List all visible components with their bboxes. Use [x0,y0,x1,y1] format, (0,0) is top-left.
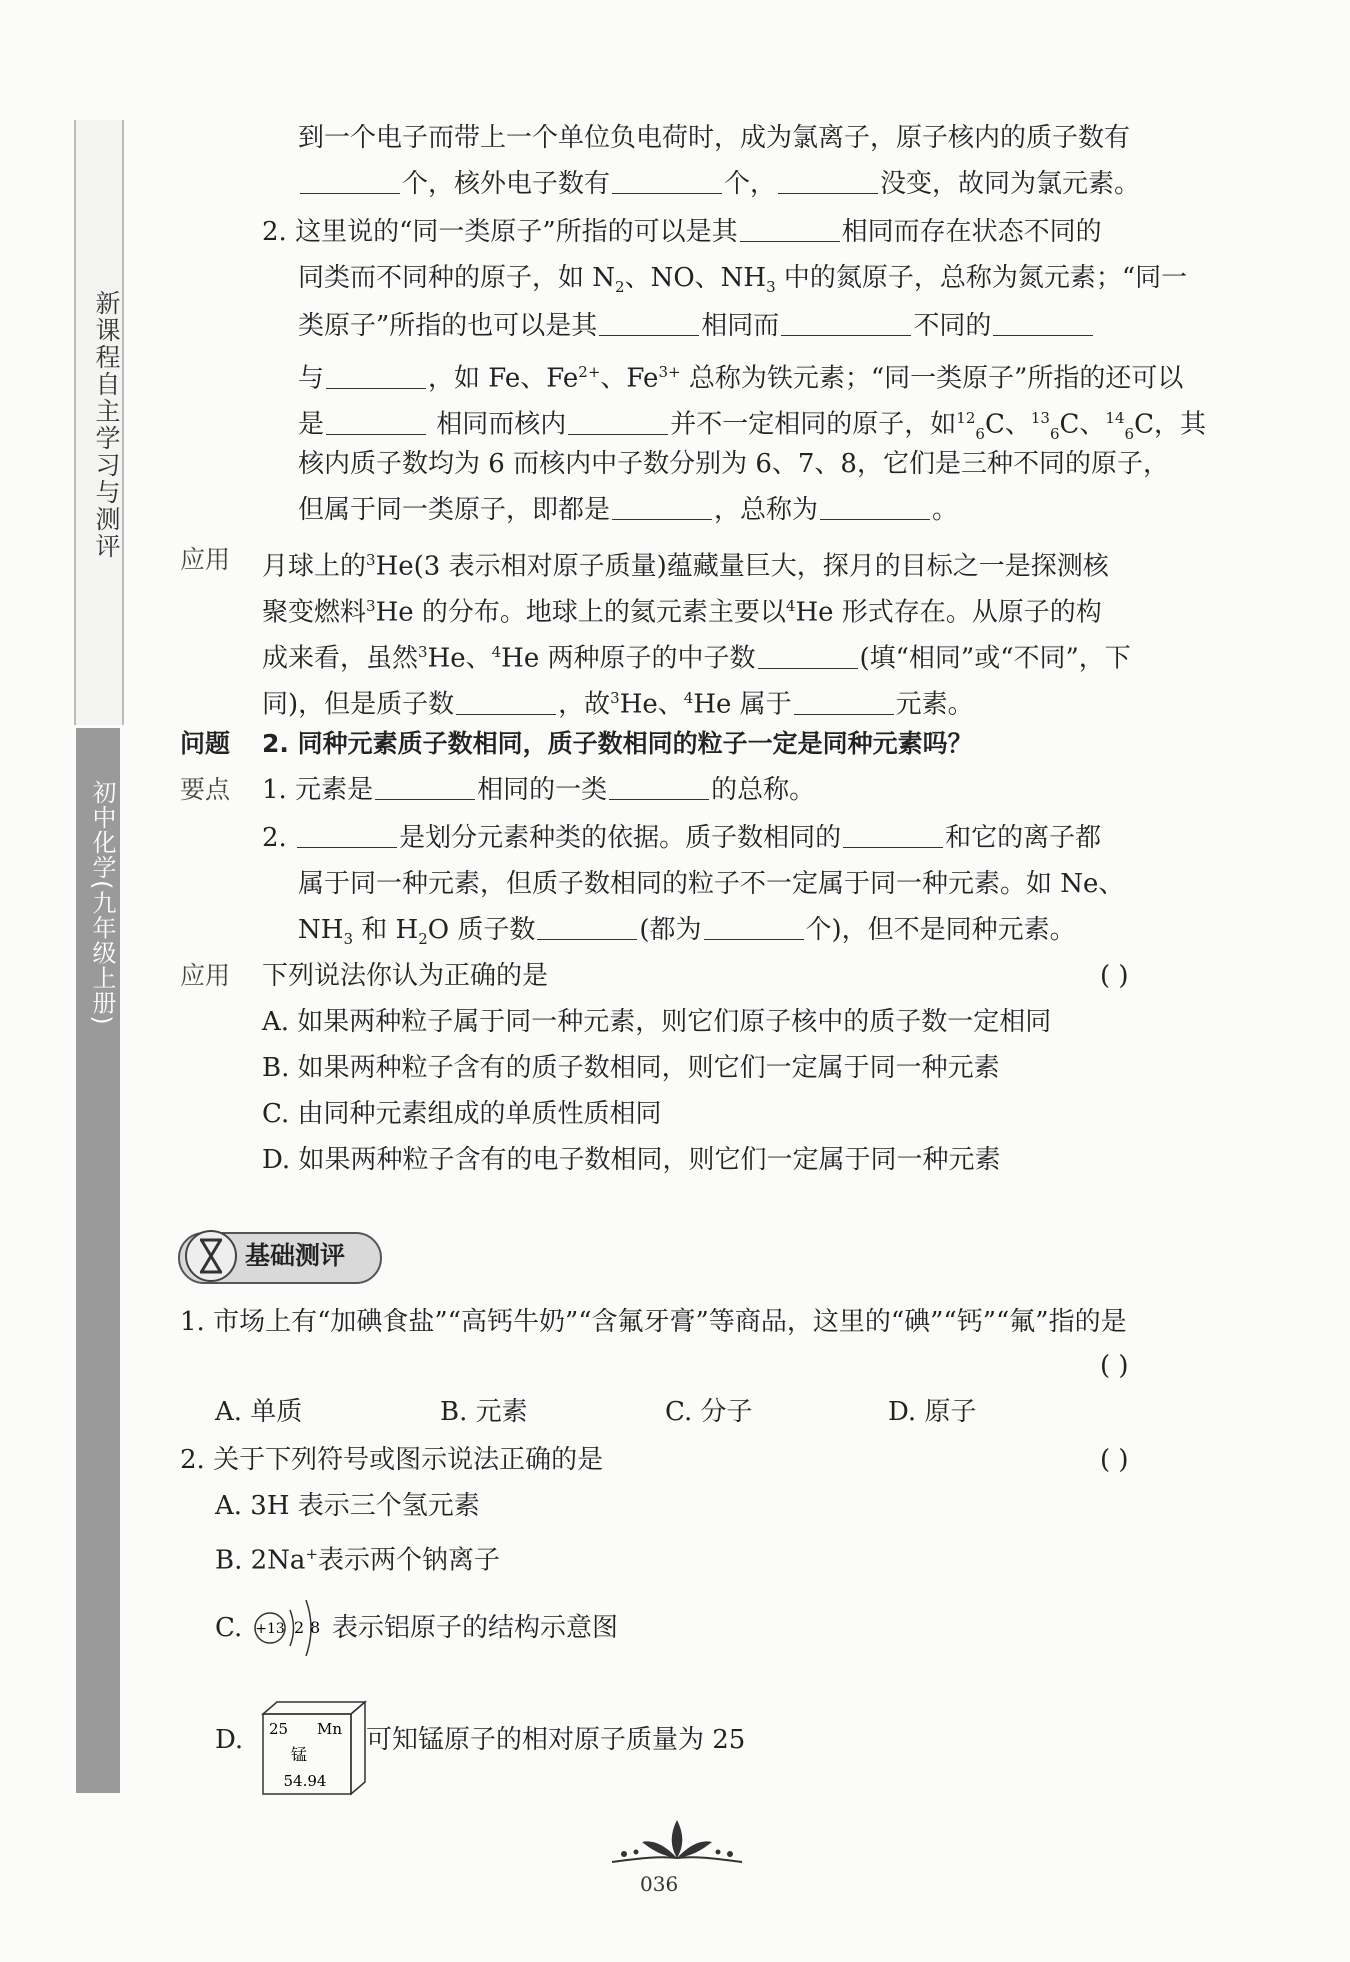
series-title: 新课程自主学习与测评 [92,290,121,560]
answer-blank[interactable] [599,309,699,336]
answer-blank[interactable] [820,493,930,520]
text-line: 到一个电子而带上一个单位负电荷时，成为氯离子，原子核内的质子数有 [298,123,1131,153]
nucleus-charge: +13 [255,1621,285,1637]
option-d-text[interactable]: 可知锰原子的相对原子质量为 25 [366,1725,746,1755]
label-application: 应用 [180,961,231,990]
answer-blank[interactable] [375,773,475,800]
answer-blank[interactable] [326,362,426,389]
element-name: 锰 [290,1745,308,1764]
text-line: $NH_3$ 和 $H_2O$ 质子数 (都为 个)，但不是同种元素。 [298,915,1076,949]
option-b[interactable]: B. 2Na+表示两个钠离子 [215,1545,501,1576]
text-line: 聚变燃料$^3$He 的分布。地球上的氦元素主要以$^4$He 形式存在。从原子的构 [262,597,1102,628]
answer-parentheses[interactable]: ( ) [1100,961,1129,991]
option-c-label[interactable]: C. [215,1613,243,1643]
answer-blank[interactable] [456,688,556,715]
answer-blank[interactable] [843,821,943,848]
hourglass-icon [183,1228,241,1284]
option-a[interactable]: A. 3H 表示三个氢元素 [215,1491,480,1521]
atomic-number: 25 [269,1720,289,1738]
text-line: 是 相同而核内 并不一定相同的原子，如$^{12}_6$C、$^{13}_6$C、$^{14}_6$C，其 [298,409,1206,443]
floral-ornament-icon [602,1812,752,1868]
text-line: 月球上的$^3$He(3 表示相对原子质量)蕴藏量巨大，探月的目标之一是探测核 [262,551,1109,582]
answer-blank[interactable] [794,688,894,715]
section-title: 基础测评 [245,1241,346,1270]
answer-blank[interactable] [612,493,712,520]
test-question-2: 2. 关于下列符号或图示说法正确的是 [180,1445,604,1475]
test-question-1: 1. 市场上有“加碘食盐”“高钙牛奶”“含氟牙膏”等商品，这里的“碘”“钙”“氟”指的是 [180,1307,1127,1337]
shell-electrons-2: 8 [310,1618,321,1637]
option-c-text[interactable]: 表示铝原子的结构示意图 [332,1613,619,1643]
option-d[interactable]: D. 原子 [888,1397,977,1427]
answer-blank[interactable] [326,408,426,435]
option-b[interactable]: B. 元素 [440,1397,528,1427]
atom-structure-diagram [250,1590,340,1666]
label-application: 应用 [180,545,231,574]
text-line: 1. 元素是 相同的一类 的总称。 [262,775,816,805]
text-line: 核内质子数均为 6 而核内中子数分别为 6、7、8，它们是三种不同的原子， [298,449,1169,479]
answer-blank[interactable] [704,913,804,940]
option-a[interactable]: A. 如果两种粒子属于同一种元素，则它们原子核中的质子数一定相同 [262,1007,1052,1037]
answer-blank[interactable] [297,821,397,848]
periodic-element-card [255,1700,367,1796]
text-line: 同类而不同种的原子，如 $N_2$、NO、$NH_3$ 中的氮原子，总称为氮元素；“同一 [298,263,1188,297]
answer-blank[interactable] [609,773,709,800]
text-line: 2. 这里说的“同一类原子”所指的可以是其 相同而存在状态不同的 [262,217,1102,247]
element-symbol: Mn [317,1720,343,1738]
answer-blank[interactable] [740,215,840,242]
option-b[interactable]: B. 如果两种粒子含有的质子数相同，则它们一定属于同一种元素 [262,1053,1000,1083]
option-c[interactable]: C. 由同种元素组成的单质性质相同 [262,1099,662,1129]
text-line: 但属于同一类原子，即都是 ，总称为 。 [298,495,959,525]
option-c[interactable]: C. 分子 [665,1397,753,1427]
option-d-label[interactable]: D. [215,1725,244,1755]
answer-blank[interactable] [758,642,858,669]
answer-parentheses[interactable]: ( ) [1100,1445,1129,1475]
answer-blank[interactable] [300,167,400,194]
text-line: 成来看，虽然$^3$He、$^4$He 两种原子的中子数 (填“相同”或“不同”，下 [262,643,1131,674]
page-number: 036 [640,1872,679,1896]
answer-blank[interactable] [778,167,878,194]
label-question: 问题 [180,729,231,758]
book-title: 初中化学(九年级上册) [88,780,116,1026]
answer-blank[interactable] [781,309,911,336]
text-line: 属于同一种元素，但质子数相同的粒子不一定属于同一种元素。如 Ne、 [298,869,1125,899]
question-heading: 2. 同种元素质子数相同，质子数相同的粒子一定是同种元素吗？ [262,729,973,758]
option-d[interactable]: D. 如果两种粒子含有的电子数相同，则它们一定属于同一种元素 [262,1145,1001,1175]
answer-blank[interactable] [993,309,1093,336]
answer-blank[interactable] [568,408,668,435]
shell-electrons-1: 2 [294,1618,305,1637]
text-line: 2. 是划分元素种类的依据。质子数相同的 和它的离子都 [262,823,1102,853]
text-line: 与 ，如 Fe、$Fe^{2+}$、$Fe^{3+}$ 总称为铁元素；“同一类原子”所指的还可以 [298,363,1184,394]
option-a[interactable]: A. 单质 [215,1397,303,1427]
text-line: 个，核外电子数有 个， 没变，故同为氯元素。 [298,164,1140,204]
text-line: 同)，但是质子数 ，故$^3$He、$^4$He 属于 元素。 [262,689,974,720]
label-key-points: 要点 [180,775,231,804]
atomic-mass: 54.94 [283,1772,327,1790]
text-line: 类原子”所指的也可以是其 相同而 不同的 [298,306,1095,346]
answer-blank[interactable] [612,167,722,194]
question-stem: 下列说法你认为正确的是 [262,961,549,991]
answer-blank[interactable] [537,913,637,940]
answer-parentheses[interactable]: ( ) [1100,1351,1129,1381]
